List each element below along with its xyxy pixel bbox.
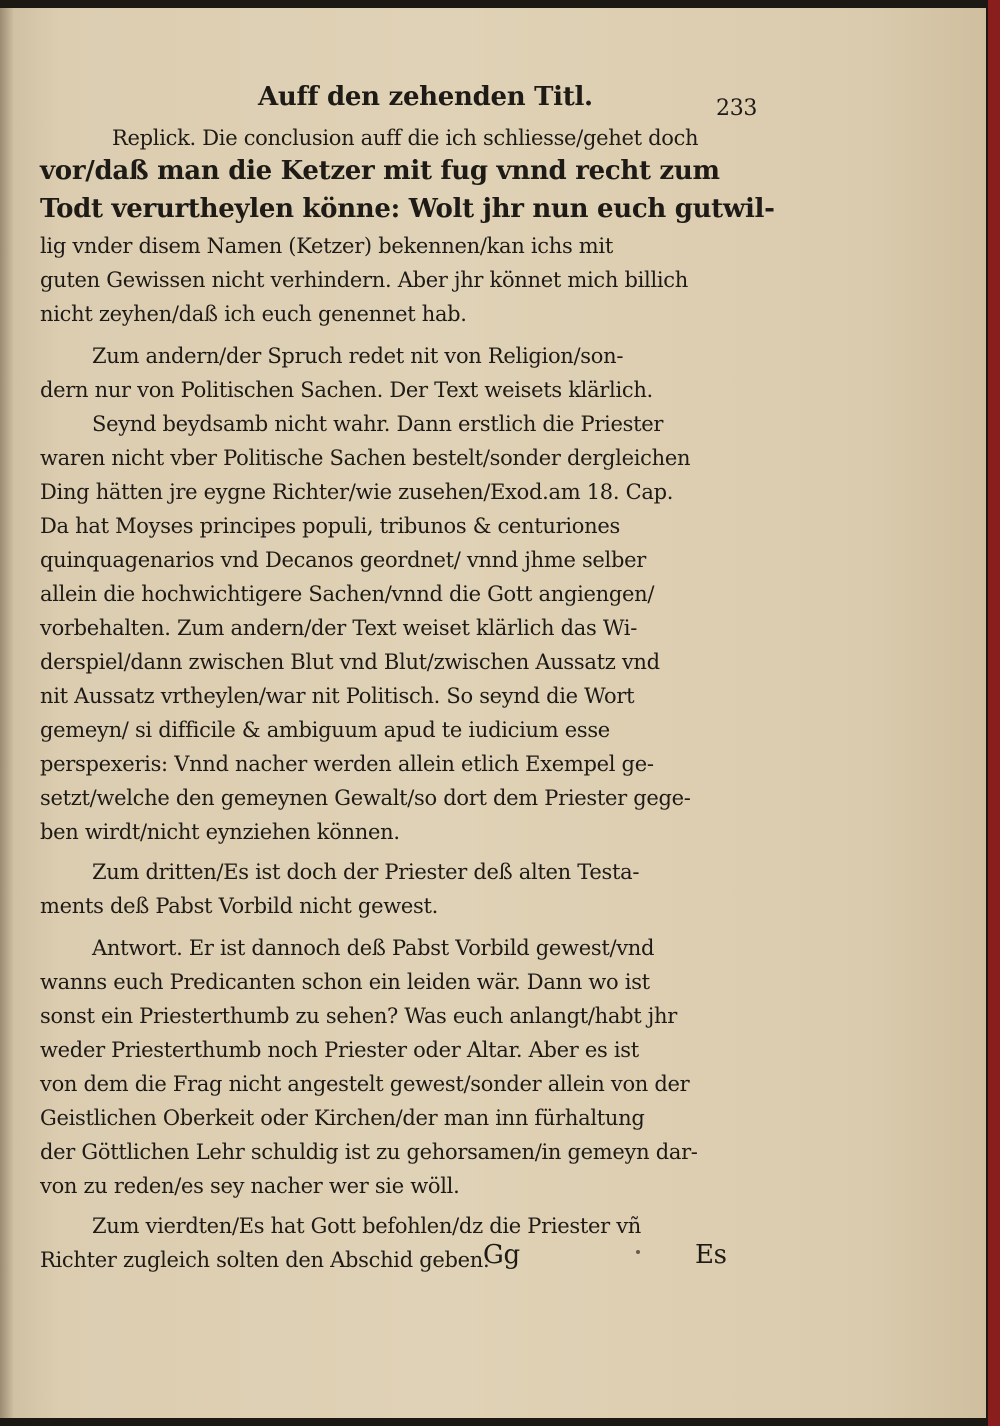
text-line: quinquagenarios vnd Decanos geordnet/ vnnd jhme selber	[40, 548, 646, 572]
text-line: ments deß Pabst Vorbild nicht gewest.	[40, 894, 438, 918]
text-line: Geistlichen Oberkeit oder Kirchen/der man inn fürhaltung	[40, 1106, 645, 1130]
text-line: Seynd beydsamb nicht wahr. Dann erstlich die Priester	[92, 412, 664, 436]
text-line: Richter zugleich solten den Abschid geben.	[40, 1248, 490, 1272]
text-line: derspiel/dann zwischen Blut vnd Blut/zwischen Aussatz vnd	[40, 650, 660, 674]
text-line: nicht zeyhen/daß ich euch genennet hab.	[40, 302, 467, 326]
text-line: Antwort. Er ist dannoch deß Pabst Vorbild gewest/vnd	[92, 936, 655, 960]
gutter-shadow	[0, 8, 14, 1418]
text-line: setzt/welche den gemeynen Gewalt/so dort dem Priester gege-	[40, 786, 691, 810]
text-line: Todt verurtheylen könne: Wolt jhr nun euch gutwil-	[40, 194, 775, 224]
text-line: wanns euch Predicanten schon ein leiden wär. Dann wo ist	[40, 970, 650, 994]
text-line: nit Aussatz vrtheylen/war nit Politisch. So seynd die Wort	[40, 684, 635, 708]
running-title: Auff den zehenden Titl.	[258, 82, 593, 112]
text-line: ben wirdt/nicht eynziehen können.	[40, 820, 400, 844]
text-line: von dem die Frag nicht angestelt gewest/sonder allein von der	[40, 1072, 690, 1096]
red-page-edge	[988, 0, 1000, 1426]
text-line: sonst ein Priesterthumb zu sehen? Was euch anlangt/habt jhr	[40, 1004, 677, 1028]
text-line: perspexeris: Vnnd nacher werden allein etlich Exempel ge-	[40, 752, 654, 776]
text-line: dern nur von Politischen Sachen. Der Text weisets klärlich.	[40, 378, 653, 402]
catchword: Es	[695, 1240, 727, 1270]
ink-dot	[636, 1250, 640, 1254]
signature-mark: Gg	[483, 1240, 520, 1270]
text-line: lig vnder disem Namen (Ketzer) bekennen/kan ichs mit	[40, 234, 613, 258]
text-line: allein die hochwichtigere Sachen/vnnd die Gott angiengen/	[40, 582, 655, 606]
book-page	[0, 8, 986, 1418]
text-line: der Göttlichen Lehr schuldig ist zu gehorsamen/in gemeyn dar-	[40, 1140, 698, 1164]
text-line: Replick. Die conclusion auff die ich schliesse/gehet doch	[112, 126, 699, 150]
text-line: waren nicht vber Politische Sachen bestelt/sonder dergleichen	[40, 446, 691, 470]
text-line: vor/daß man die Ketzer mit fug vnnd recht zum	[40, 156, 720, 186]
text-line: Zum vierdten/Es hat Gott befohlen/dz die Priester vñ	[92, 1214, 642, 1238]
text-line: gemeyn/ si difficile & ambiguum apud te iudicium esse	[40, 718, 610, 742]
text-line: von zu reden/es sey nacher wer sie wöll.	[40, 1174, 460, 1198]
text-line: Da hat Moyses principes populi, tribunos & centuriones	[40, 514, 620, 538]
text-line: Ding hätten jre eygne Richter/wie zusehen/Exod.am 18. Cap.	[40, 480, 674, 504]
text-line: guten Gewissen nicht verhindern. Aber jhr könnet mich billich	[40, 268, 688, 292]
text-line: Zum dritten/Es ist doch der Priester deß alten Testa-	[92, 860, 640, 884]
text-line: Zum andern/der Spruch redet nit von Religion/son-	[92, 344, 624, 368]
text-line: weder Priesterthumb noch Priester oder Altar. Aber es ist	[40, 1038, 639, 1062]
text-line: vorbehalten. Zum andern/der Text weiset klärlich das Wi-	[40, 616, 637, 640]
page-number: 233	[716, 96, 758, 121]
